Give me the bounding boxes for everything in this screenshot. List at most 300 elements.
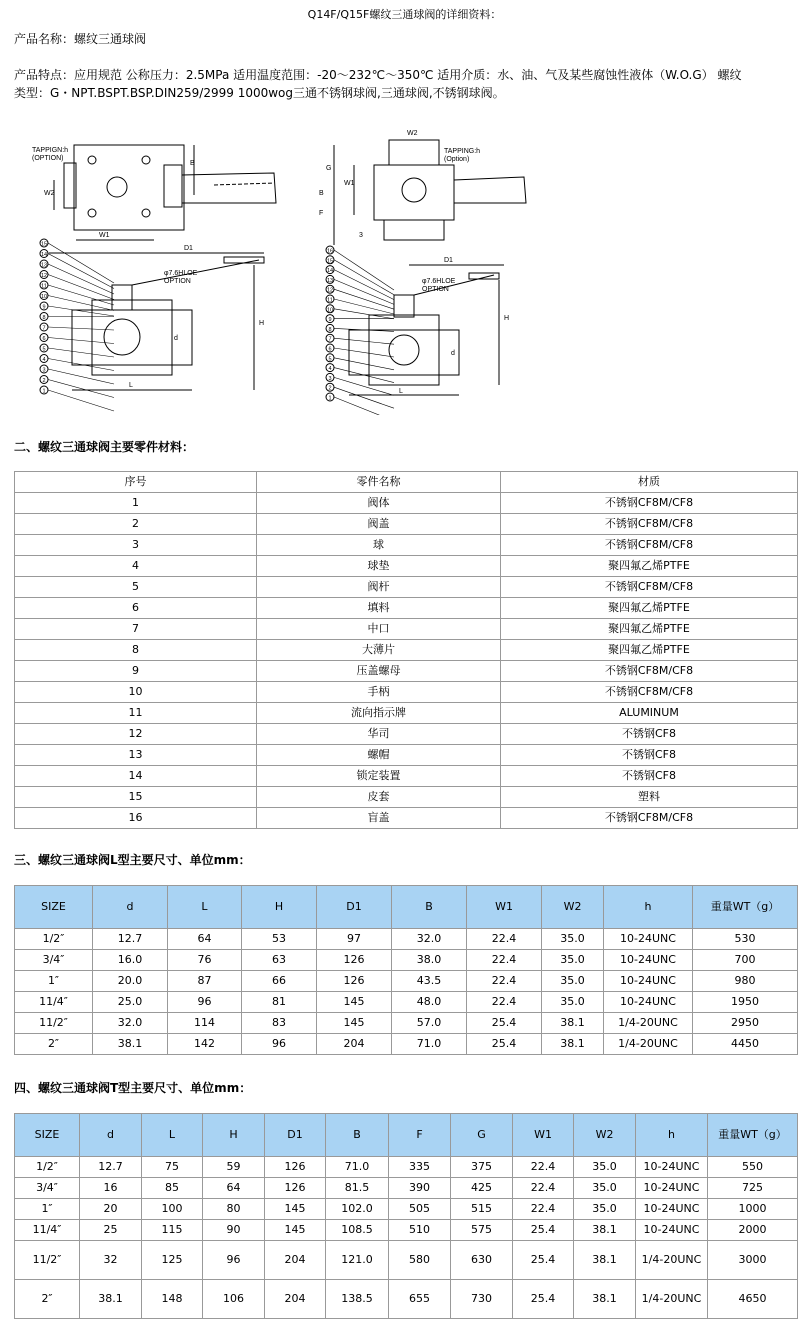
- left-w1-label: W1: [99, 232, 110, 239]
- left-top-view: [54, 145, 276, 240]
- t-type-cell: 126: [265, 1157, 326, 1178]
- callout-leader: [334, 348, 394, 357]
- materials-cell: 不锈钢CF8M/CF8: [501, 493, 798, 514]
- materials-cell: 盲盖: [257, 808, 501, 829]
- t-type-cell: 25: [80, 1220, 142, 1241]
- l-type-cell: 97: [317, 929, 392, 950]
- l-type-cell: 35.0: [542, 971, 604, 992]
- page-title: Q14F/Q15F螺纹三通球阀的详细资料：: [307, 8, 502, 21]
- right-w1-label: W1: [344, 180, 355, 187]
- t-type-cell: 32: [80, 1241, 142, 1280]
- l-type-cell: 10-24UNC: [604, 992, 693, 1013]
- t-type-cell: 4650: [708, 1280, 798, 1319]
- l-type-cell: 11/2″: [15, 1013, 93, 1034]
- materials-row: [15, 703, 798, 724]
- callout-leader: [48, 390, 114, 411]
- materials-cell: 不锈钢CF8M/CF8: [501, 577, 798, 598]
- t-type-cell: 655: [389, 1280, 451, 1319]
- left-d-label: d: [174, 335, 178, 342]
- left-tapping-label: TAPPIGN:h: [32, 147, 69, 154]
- t-type-header-cell: H: [203, 1114, 265, 1157]
- l-type-cell: 142: [168, 1034, 242, 1055]
- materials-cell: 16: [15, 808, 257, 829]
- t-type-cell: 38.1: [574, 1241, 636, 1280]
- l-type-header-cell: W1: [467, 886, 542, 929]
- t-type-cell: 25.4: [513, 1220, 574, 1241]
- t-type-row: [15, 1199, 798, 1220]
- t-type-cell: 11/2″: [15, 1241, 80, 1280]
- callout-number: 2: [328, 385, 332, 392]
- callout-number: 14: [40, 252, 48, 258]
- callout-number: 9: [328, 317, 332, 324]
- t-type-cell: 38.1: [574, 1220, 636, 1241]
- callout-number: 6: [42, 336, 46, 342]
- l-type-cell: 66: [242, 971, 317, 992]
- t-type-cell: 38.1: [80, 1280, 142, 1319]
- l-type-cell: 76: [168, 950, 242, 971]
- materials-cell: 5: [15, 577, 257, 598]
- materials-row: [15, 808, 798, 829]
- materials-row: [15, 598, 798, 619]
- materials-cell: 3: [15, 535, 257, 556]
- callout-leader: [334, 260, 394, 295]
- materials-row: [15, 493, 798, 514]
- right-option-label: (Option): [444, 156, 470, 163]
- t-type-cell: 425: [451, 1178, 513, 1199]
- materials-cell: ALUMINUM: [501, 703, 798, 724]
- callout-number: 11: [327, 297, 333, 304]
- materials-header-cell: 零件名称: [257, 472, 501, 493]
- callout-leader: [48, 254, 114, 289]
- l-type-cell: 35.0: [542, 929, 604, 950]
- materials-header-cell: 序号: [15, 472, 257, 493]
- t-type-cell: 106: [203, 1280, 265, 1319]
- right-top-view: [334, 140, 526, 245]
- l-type-cell: 145: [317, 992, 392, 1013]
- t-type-header-cell: h: [636, 1114, 708, 1157]
- materials-cell: 聚四氟乙烯PTFE: [501, 619, 798, 640]
- l-type-cell: 71.0: [392, 1034, 467, 1055]
- right-g-label: G: [326, 165, 332, 172]
- materials-cell: 阀体: [257, 493, 501, 514]
- t-type-cell: 145: [265, 1199, 326, 1220]
- callout-leader: [334, 270, 394, 300]
- t-type-cell: 100: [142, 1199, 203, 1220]
- t-type-cell: 35.0: [574, 1178, 636, 1199]
- right-f-label: F: [319, 210, 324, 217]
- t-type-cell: 90: [203, 1220, 265, 1241]
- materials-cell: 11: [15, 703, 257, 724]
- features-line-1: 产品特点：应用规范 公称压力：2.5MPa 适用温度范围：-20～232℃～350℃ 适用介质：水、油、气及某些腐蚀性液体（W.O.G） 螺纹: [14, 68, 742, 82]
- l-type-row: [15, 1034, 798, 1055]
- l-type-cell: 64: [168, 929, 242, 950]
- callout-number: 13: [326, 277, 334, 284]
- t-type-cell: 575: [451, 1220, 513, 1241]
- t-type-cell: 16: [80, 1178, 142, 1199]
- callout-leader: [334, 387, 394, 408]
- materials-cell: 15: [15, 787, 257, 808]
- l-type-cell: 11/4″: [15, 992, 93, 1013]
- callout-number: 6: [328, 346, 332, 353]
- t-type-cell: 38.1: [574, 1280, 636, 1319]
- t-type-row: [15, 1178, 798, 1199]
- left-front-view: [49, 253, 264, 390]
- t-type-cell: 580: [389, 1241, 451, 1280]
- materials-row: [15, 535, 798, 556]
- callout-leader: [48, 243, 114, 283]
- materials-cell: 14: [15, 766, 257, 787]
- callout-leader: [48, 264, 114, 294]
- t-type-table: [14, 1113, 798, 1319]
- materials-row: [15, 766, 798, 787]
- t-type-row: [15, 1157, 798, 1178]
- l-type-cell: 38.1: [93, 1034, 168, 1055]
- t-type-header-cell: G: [451, 1114, 513, 1157]
- t-type-heading: 四、螺纹三通球阀T型主要尺寸、单位mm：: [14, 1081, 252, 1095]
- l-type-cell: 38.0: [392, 950, 467, 971]
- l-type-cell: 3/4″: [15, 950, 93, 971]
- l-type-header-cell: L: [168, 886, 242, 929]
- t-type-header-cell: W2: [574, 1114, 636, 1157]
- callout-leader: [334, 397, 394, 415]
- t-type-cell: 85: [142, 1178, 203, 1199]
- t-type-cell: 148: [142, 1280, 203, 1319]
- callout-number: 4: [42, 357, 46, 363]
- l-type-cell: 980: [693, 971, 798, 992]
- l-type-cell: 204: [317, 1034, 392, 1055]
- callout-leader: [48, 296, 114, 311]
- materials-row: [15, 787, 798, 808]
- t-type-cell: 10-24UNC: [636, 1199, 708, 1220]
- callout-leader: [334, 358, 394, 370]
- callout-number: 15: [40, 241, 48, 248]
- callout-number: 9: [42, 304, 46, 311]
- t-type-cell: 375: [451, 1157, 513, 1178]
- left-l-label: L: [129, 382, 133, 389]
- callout-leader: [48, 369, 114, 384]
- l-type-cell: 1/4-20UNC: [604, 1034, 693, 1055]
- right-d1-label: D1: [444, 257, 453, 264]
- l-type-header-cell: W2: [542, 886, 604, 929]
- t-type-header-row: [15, 1114, 798, 1157]
- materials-cell: 不锈钢CF8: [501, 724, 798, 745]
- t-type-cell: 81.5: [326, 1178, 389, 1199]
- left-part-numbers: [40, 239, 114, 411]
- t-type-cell: 515: [451, 1199, 513, 1220]
- t-type-cell: 59: [203, 1157, 265, 1178]
- callout-leader: [334, 338, 394, 344]
- t-type-cell: 126: [265, 1178, 326, 1199]
- l-type-cell: 81: [242, 992, 317, 1013]
- t-type-cell: 335: [389, 1157, 451, 1178]
- l-type-row: [15, 929, 798, 950]
- materials-cell: 2: [15, 514, 257, 535]
- l-type-cell: 48.0: [392, 992, 467, 1013]
- l-type-row: [15, 992, 798, 1013]
- l-type-cell: 32.0: [392, 929, 467, 950]
- l-type-cell: 2950: [693, 1013, 798, 1034]
- callout-number: 5: [42, 346, 46, 353]
- l-type-cell: 63: [242, 950, 317, 971]
- t-type-header-cell: W1: [513, 1114, 574, 1157]
- left-option-label: (OPTION): [32, 155, 64, 162]
- materials-cell: 聚四氟乙烯PTFE: [501, 598, 798, 619]
- t-type-cell: 2000: [708, 1220, 798, 1241]
- l-type-cell: 25.4: [467, 1013, 542, 1034]
- materials-row: [15, 619, 798, 640]
- t-type-header-cell: L: [142, 1114, 203, 1157]
- left-d1-label: D1: [184, 245, 193, 252]
- materials-table: [14, 471, 798, 829]
- l-type-header-cell: D1: [317, 886, 392, 929]
- t-type-cell: 550: [708, 1157, 798, 1178]
- l-type-row: [15, 971, 798, 992]
- materials-cell: 塑料: [501, 787, 798, 808]
- callout-number: 1: [42, 388, 46, 395]
- left-hole-label: φ7.6HLOE: [164, 270, 198, 277]
- callout-number: 1: [328, 395, 332, 402]
- callout-number: 4: [328, 366, 332, 373]
- left-w2-label: W2: [44, 190, 55, 197]
- l-type-cell: 1/2″: [15, 929, 93, 950]
- l-type-header-row: [15, 886, 798, 929]
- materials-cell: 7: [15, 619, 257, 640]
- materials-cell: 不锈钢CF8M/CF8: [501, 514, 798, 535]
- materials-cell: 1: [15, 493, 257, 514]
- callout-number: 2: [42, 378, 46, 384]
- callout-number: 13: [40, 262, 48, 269]
- l-type-cell: 22.4: [467, 950, 542, 971]
- callout-number: 7: [42, 325, 46, 332]
- t-type-header-cell: D1: [265, 1114, 326, 1157]
- l-type-header-cell: 重量WT（g）: [693, 886, 798, 929]
- materials-cell: 不锈钢CF8M/CF8: [501, 535, 798, 556]
- materials-cell: 不锈钢CF8M/CF8: [501, 808, 798, 829]
- materials-cell: 阀盖: [257, 514, 501, 535]
- features-line-2: 类型：G・NPT.BSPT.BSP.DIN259/2999 1000wog三通不锈钢球阀,三通球阀,不锈钢球阀。: [14, 86, 505, 100]
- right-b-label: B: [319, 190, 324, 197]
- l-type-header-cell: h: [604, 886, 693, 929]
- t-type-cell: 125: [142, 1241, 203, 1280]
- l-type-cell: 1/4-20UNC: [604, 1013, 693, 1034]
- callout-number: 7: [328, 336, 332, 343]
- materials-cell: 球: [257, 535, 501, 556]
- l-type-cell: 35.0: [542, 992, 604, 1013]
- t-type-cell: 1/4-20UNC: [636, 1280, 708, 1319]
- l-type-cell: 22.4: [467, 929, 542, 950]
- callout-number: 10: [40, 294, 48, 300]
- materials-cell: 13: [15, 745, 257, 766]
- callout-number: 16: [326, 248, 334, 255]
- left-h-label: H: [259, 320, 265, 327]
- l-type-row: [15, 950, 798, 971]
- t-type-cell: 505: [389, 1199, 451, 1220]
- t-type-cell: 138.5: [326, 1280, 389, 1319]
- left-hole-option-label: OPTION: [164, 278, 191, 285]
- product-name: 产品名称：螺纹三通球阀: [14, 32, 147, 46]
- right-w2-label: W2: [407, 130, 418, 137]
- t-type-cell: 10-24UNC: [636, 1220, 708, 1241]
- l-type-cell: 10-24UNC: [604, 929, 693, 950]
- t-type-row: [15, 1241, 798, 1280]
- t-type-cell: 510: [389, 1220, 451, 1241]
- t-type-cell: 115: [142, 1220, 203, 1241]
- l-type-cell: 38.1: [542, 1013, 604, 1034]
- t-type-cell: 71.0: [326, 1157, 389, 1178]
- l-type-cell: 1950: [693, 992, 798, 1013]
- t-type-cell: 204: [265, 1241, 326, 1280]
- materials-cell: 大薄片: [257, 640, 501, 661]
- materials-cell: 9: [15, 661, 257, 682]
- materials-cell: 聚四氟乙烯PTFE: [501, 556, 798, 577]
- t-type-cell: 11/4″: [15, 1220, 80, 1241]
- t-type-cell: 10-24UNC: [636, 1178, 708, 1199]
- l-type-heading: 三、螺纹三通球阀L型主要尺寸、单位mm：: [14, 853, 251, 867]
- callout-number: 3: [42, 367, 46, 374]
- t-type-cell: 22.4: [513, 1157, 574, 1178]
- l-type-cell: 530: [693, 929, 798, 950]
- t-type-cell: 730: [451, 1280, 513, 1319]
- t-type-cell: 10-24UNC: [636, 1157, 708, 1178]
- l-type-cell: 114: [168, 1013, 242, 1034]
- t-type-cell: 121.0: [326, 1241, 389, 1280]
- t-type-cell: 1000: [708, 1199, 798, 1220]
- materials-cell: 阀杆: [257, 577, 501, 598]
- t-type-cell: 725: [708, 1178, 798, 1199]
- t-type-header-cell: d: [80, 1114, 142, 1157]
- t-type-cell: 25.4: [513, 1241, 574, 1280]
- materials-cell: 不锈钢CF8M/CF8: [501, 682, 798, 703]
- materials-header-row: [15, 472, 798, 493]
- l-type-cell: 25.0: [93, 992, 168, 1013]
- t-type-cell: 390: [389, 1178, 451, 1199]
- l-type-header-cell: B: [392, 886, 467, 929]
- materials-row: [15, 556, 798, 577]
- materials-row: [15, 745, 798, 766]
- callout-leader: [48, 285, 114, 305]
- callout-number: 5: [328, 356, 332, 363]
- l-type-header-cell: d: [93, 886, 168, 929]
- callout-number: 12: [40, 273, 48, 279]
- materials-cell: 不锈钢CF8: [501, 745, 798, 766]
- t-type-cell: 22.4: [513, 1199, 574, 1220]
- t-type-cell: 1″: [15, 1199, 80, 1220]
- right-l-label: L: [399, 388, 403, 395]
- materials-cell: 12: [15, 724, 257, 745]
- t-type-cell: 102.0: [326, 1199, 389, 1220]
- materials-cell: 中口: [257, 619, 501, 640]
- materials-cell: 螺帽: [257, 745, 501, 766]
- l-type-cell: 16.0: [93, 950, 168, 971]
- t-type-row: [15, 1220, 798, 1241]
- l-type-cell: 96: [168, 992, 242, 1013]
- t-type-cell: 1/2″: [15, 1157, 80, 1178]
- materials-cell: 6: [15, 598, 257, 619]
- right-3-label: 3: [359, 232, 363, 239]
- callout-number: 14: [326, 268, 334, 275]
- t-type-cell: 80: [203, 1199, 265, 1220]
- materials-row: [15, 640, 798, 661]
- l-type-cell: 87: [168, 971, 242, 992]
- materials-cell: 4: [15, 556, 257, 577]
- materials-cell: 不锈钢CF8M/CF8: [501, 661, 798, 682]
- callout-leader: [334, 250, 394, 290]
- l-type-header-cell: SIZE: [15, 886, 93, 929]
- materials-header-cell: 材质: [501, 472, 798, 493]
- materials-cell: 10: [15, 682, 257, 703]
- callout-leader: [48, 380, 114, 398]
- l-type-row: [15, 1013, 798, 1034]
- t-type-header-cell: SIZE: [15, 1114, 80, 1157]
- l-type-cell: 57.0: [392, 1013, 467, 1034]
- callout-number: 11: [41, 283, 47, 290]
- right-hole-option-label: OPTION: [422, 286, 449, 293]
- l-type-cell: 25.4: [467, 1034, 542, 1055]
- t-type-cell: 35.0: [574, 1157, 636, 1178]
- t-type-header-cell: F: [389, 1114, 451, 1157]
- right-tapping-label: TAPPING:h: [444, 148, 481, 155]
- t-type-header-cell: B: [326, 1114, 389, 1157]
- materials-cell: 压盖螺母: [257, 661, 501, 682]
- callout-number: 8: [42, 315, 46, 321]
- t-type-cell: 12.7: [80, 1157, 142, 1178]
- valve-drawing: [14, 125, 795, 415]
- l-type-cell: 43.5: [392, 971, 467, 992]
- l-type-cell: 96: [242, 1034, 317, 1055]
- t-type-cell: 145: [265, 1220, 326, 1241]
- materials-cell: 8: [15, 640, 257, 661]
- l-type-cell: 10-24UNC: [604, 971, 693, 992]
- right-d-label: d: [451, 350, 455, 357]
- materials-row: [15, 682, 798, 703]
- l-type-cell: 53: [242, 929, 317, 950]
- l-type-cell: 2″: [15, 1034, 93, 1055]
- callout-number: 15: [326, 258, 334, 265]
- t-type-cell: 108.5: [326, 1220, 389, 1241]
- callout-leader: [48, 306, 114, 316]
- callout-leader: [334, 309, 394, 319]
- t-type-cell: 3000: [708, 1241, 798, 1280]
- t-type-cell: 75: [142, 1157, 203, 1178]
- l-type-header-cell: H: [242, 886, 317, 929]
- materials-cell: 手柄: [257, 682, 501, 703]
- l-type-cell: 1″: [15, 971, 93, 992]
- materials-cell: 填料: [257, 598, 501, 619]
- l-type-cell: 4450: [693, 1034, 798, 1055]
- materials-row: [15, 661, 798, 682]
- callout-number: 10: [326, 307, 334, 314]
- l-type-cell: 145: [317, 1013, 392, 1034]
- t-type-cell: 630: [451, 1241, 513, 1280]
- materials-cell: 流向指示牌: [257, 703, 501, 724]
- t-type-row: [15, 1280, 798, 1319]
- t-type-cell: 3/4″: [15, 1178, 80, 1199]
- callout-number: 12: [326, 287, 334, 294]
- l-type-cell: 126: [317, 971, 392, 992]
- t-type-cell: 25.4: [513, 1280, 574, 1319]
- materials-row: [15, 724, 798, 745]
- t-type-cell: 35.0: [574, 1199, 636, 1220]
- l-type-cell: 700: [693, 950, 798, 971]
- callout-leader: [48, 348, 114, 357]
- materials-cell: 皮套: [257, 787, 501, 808]
- callout-leader: [48, 327, 114, 330]
- t-type-cell: 204: [265, 1280, 326, 1319]
- l-type-cell: 126: [317, 950, 392, 971]
- t-type-cell: 2″: [15, 1280, 80, 1319]
- l-type-cell: 83: [242, 1013, 317, 1034]
- materials-row: [15, 514, 798, 535]
